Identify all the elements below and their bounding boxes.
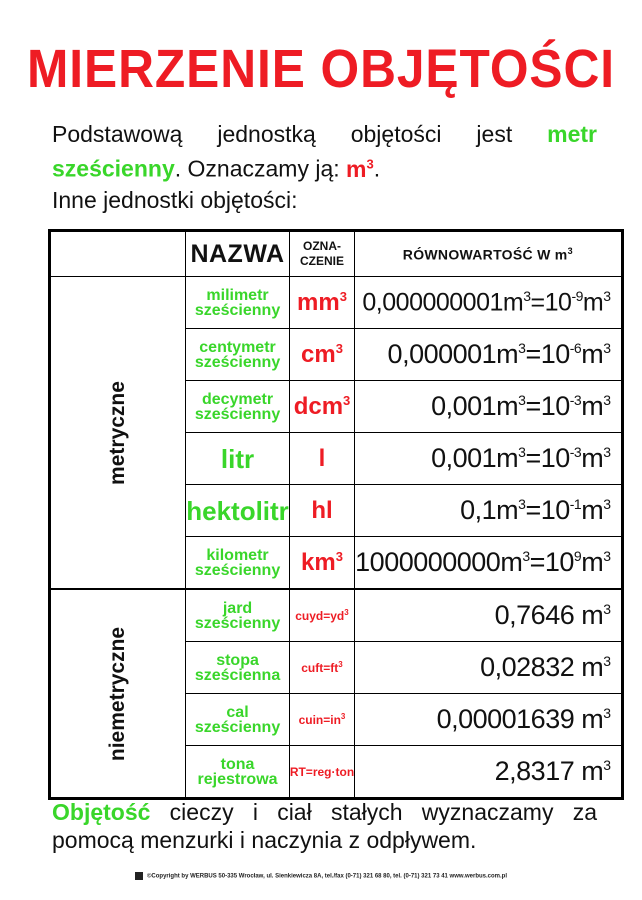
unit-name-line1: kilometr	[206, 546, 269, 564]
intro-unit-symbol: $m^3$	[346, 155, 374, 182]
unit-name-line1: decymetr	[201, 390, 274, 408]
eq-exp: 3	[518, 444, 526, 460]
equivalent-cell	[355, 694, 622, 746]
equivalent-cell	[355, 485, 622, 537]
footer-text: ©Copyright by WERBUS 50-335 Wrocław, ul. Sienkiewicza 8A, tel./fax (0-71) 321 68 80, tel. (0-71) 321 73 41 www.werbus.com.pl	[147, 873, 507, 880]
footer	[0, 872, 642, 880]
eq-exp: -9	[571, 287, 583, 304]
equivalent-cell	[355, 433, 622, 485]
unit-name-cell	[186, 746, 290, 799]
unit-name-line2: sześcienny	[194, 353, 281, 371]
unit-name-cell	[186, 642, 290, 694]
unit-symbol-cell	[289, 433, 354, 485]
eq-unit: m	[581, 391, 604, 421]
unit-symbol: cuyd=yd	[295, 609, 345, 623]
unit-name-line1: litr	[220, 443, 255, 474]
eq-power: =10	[529, 547, 574, 577]
intro-text-2: . Oznaczamy ją:	[174, 155, 347, 182]
unit-name-line1: stopa	[216, 651, 259, 669]
unit-symbol-cell	[289, 642, 354, 694]
unit-name-cell	[186, 381, 290, 433]
eq-exp: -3	[569, 444, 582, 460]
eq-exp: 3	[522, 548, 530, 564]
unit-symbol-cell	[289, 746, 354, 799]
eq-power: =10	[530, 288, 572, 317]
unit-symbol-cell	[289, 381, 354, 433]
eq-power: =10	[525, 339, 570, 369]
unit-symbol-cell	[289, 537, 354, 590]
unit-symbol-cell	[289, 485, 354, 537]
unit-name-line1: cal	[226, 703, 249, 721]
intro-unit-name: metr sześcienny	[52, 121, 597, 182]
units-table	[48, 229, 624, 800]
header-equivalent: RÓWNOWARTOŚĆ W $m^3$	[355, 231, 622, 277]
unit-symbol: hl	[311, 496, 333, 524]
publisher-logo-icon	[135, 872, 143, 880]
eq-unit: m	[582, 288, 604, 317]
outro-highlight: Objętość	[52, 799, 151, 825]
eq-unit: m	[581, 339, 604, 369]
eq-exp: 3	[523, 287, 531, 304]
equivalent-cell	[355, 589, 622, 642]
header-symbol: OZNA- CZENIE	[289, 231, 354, 277]
outro-text: cieczy i ciał stałych wyznaczamy za pomocą menzurki i naczynia z odpływem.	[52, 799, 597, 853]
group-label-text: metryczne	[106, 380, 130, 485]
unit-name-cell	[186, 277, 290, 329]
eq-exp: 3	[518, 392, 526, 408]
intro-paragraph	[52, 120, 597, 215]
eq-power: =10	[525, 495, 570, 525]
eq-exp: 3	[603, 757, 611, 773]
unit-symbol: RT=reg·ton	[289, 764, 355, 779]
unit-symbol: l	[318, 444, 326, 472]
equivalent-cell	[355, 537, 622, 590]
unit-name-line1: milimetr	[206, 286, 269, 304]
unit-symbol-exp: 3	[344, 608, 349, 617]
unit-symbol-cell	[289, 589, 354, 642]
table-row	[50, 277, 623, 329]
eq-exp: 3	[603, 705, 611, 721]
unit-symbol-exp: 3	[335, 548, 343, 564]
intro-line3: Inne jednostki objętości:	[52, 186, 298, 213]
unit-symbol-cell	[289, 277, 354, 329]
eq-value: 0,001m	[431, 443, 519, 473]
eq-exp: 3	[603, 287, 611, 304]
eq-unit: m	[581, 443, 604, 473]
unit-symbol-cell	[289, 694, 354, 746]
unit-symbol: cuin=in	[298, 713, 341, 727]
eq-exp: 3	[518, 340, 526, 356]
eq-exp: 3	[603, 340, 611, 356]
unit-symbol-exp: 3	[340, 712, 346, 721]
eq-exp: 3	[603, 392, 611, 408]
eq-value: 0,7646 m	[494, 600, 604, 630]
eq-unit: m	[581, 547, 604, 577]
unit-name-line2: sześcienny	[194, 718, 281, 736]
unit-name-line2: sześcienny	[194, 301, 281, 319]
unit-symbol: km	[301, 548, 336, 576]
unit-name-line2: rejestrowa	[197, 770, 278, 788]
unit-symbol-exp: 3	[338, 660, 343, 669]
unit-name-line1: tona	[220, 755, 255, 773]
unit-name-line1: jard	[222, 599, 253, 617]
equivalent-cell	[355, 329, 622, 381]
page-title: MIERZENIE OBJĘTOŚCI	[27, 39, 615, 99]
equivalent-cell	[355, 277, 622, 329]
header-name: NAZWA	[186, 231, 290, 277]
unit-symbol-exp: 3	[339, 288, 347, 304]
unit-name-cell	[186, 537, 290, 590]
unit-name-cell	[186, 694, 290, 746]
eq-exp: 9	[573, 548, 582, 564]
eq-power: =10	[525, 391, 570, 421]
table-header-row	[50, 231, 623, 277]
eq-value: 0,1m	[460, 495, 519, 525]
eq-exp: 3	[603, 496, 611, 512]
eq-value: 0,000000001m	[362, 288, 524, 317]
equivalent-cell	[355, 642, 622, 694]
equivalent-cell	[355, 381, 622, 433]
unit-symbol-exp: 3	[343, 392, 351, 408]
eq-value: 0,00001639 m	[436, 704, 604, 734]
unit-symbol: cm	[301, 340, 336, 368]
equivalent-cell	[355, 746, 622, 799]
unit-symbol: dcm	[293, 392, 344, 420]
unit-name-line2: sześcienna	[194, 666, 281, 684]
eq-value: 0,001m	[431, 391, 519, 421]
header-group-cell	[50, 231, 186, 277]
outro-paragraph	[52, 798, 597, 854]
eq-power: =10	[525, 443, 570, 473]
unit-name-cell	[186, 329, 290, 381]
unit-name-line1: hektolitr	[186, 495, 289, 526]
eq-value: 2,8317 m	[494, 756, 604, 786]
unit-name-line1: centymetr	[199, 338, 276, 356]
eq-exp: 3	[603, 548, 611, 564]
group-label-text: niemetryczne	[106, 626, 130, 761]
unit-name-cell	[186, 589, 290, 642]
intro-text-1: Podstawową jednostką objętości jest	[52, 121, 548, 147]
unit-name-line2: sześcienny	[194, 614, 281, 632]
eq-unit: m	[581, 495, 604, 525]
unit-symbol-cell	[289, 329, 354, 381]
unit-symbol: cuft=ft	[301, 661, 339, 675]
eq-exp: -6	[569, 340, 582, 356]
intro-text-3: .	[373, 155, 381, 182]
unit-name-line2: sześcienny	[194, 561, 281, 579]
eq-value: 1000000000m	[355, 547, 523, 577]
group-label-nonmetric	[50, 589, 186, 799]
eq-exp: 3	[518, 496, 526, 512]
unit-name-line2: sześcienny	[194, 405, 281, 423]
eq-exp: -1	[569, 496, 582, 512]
unit-symbol: mm	[297, 288, 340, 316]
table-row	[50, 589, 623, 642]
eq-value: 0,02832 m	[480, 652, 604, 682]
eq-exp: 3	[603, 444, 611, 460]
unit-symbol-exp: 3	[335, 340, 343, 356]
eq-exp: 3	[603, 601, 611, 617]
eq-exp: -3	[569, 392, 582, 408]
unit-name-cell	[186, 485, 290, 537]
group-label-metric	[50, 277, 186, 590]
eq-exp: 3	[603, 653, 611, 669]
unit-name-cell	[186, 433, 290, 485]
eq-value: 0,000001m	[387, 339, 519, 369]
